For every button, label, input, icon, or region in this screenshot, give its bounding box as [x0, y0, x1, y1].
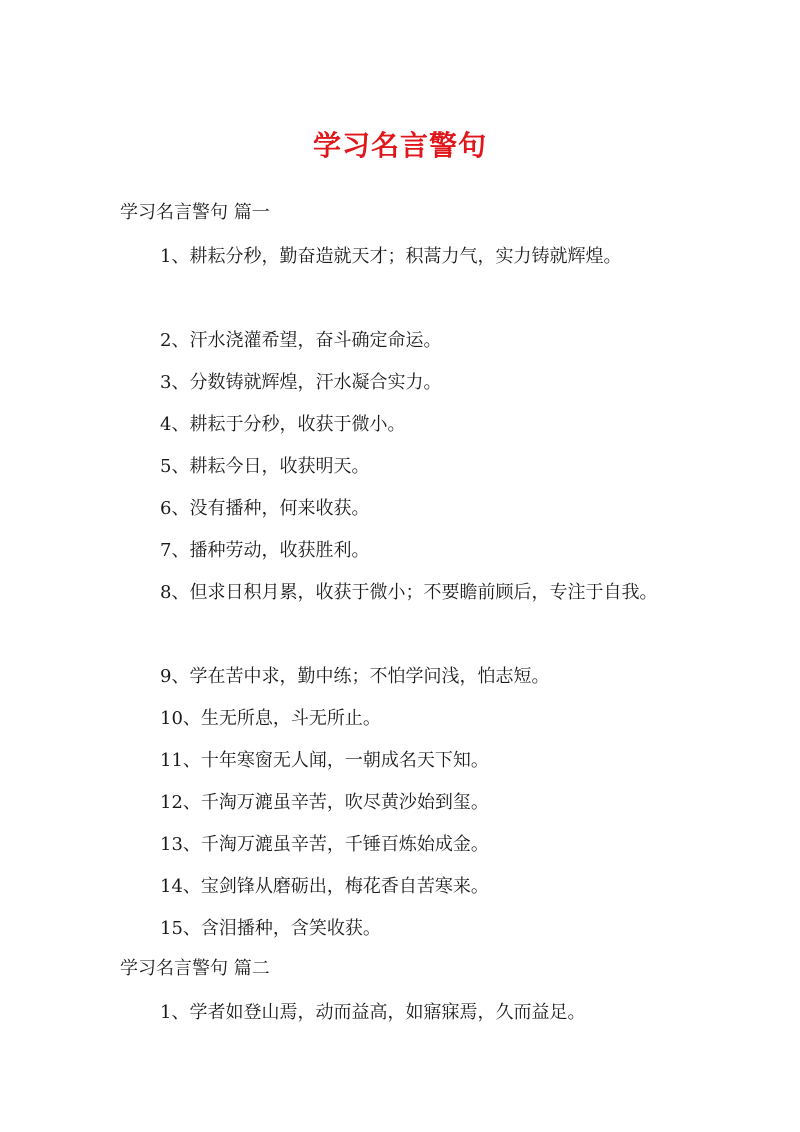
list-item: 1、学者如登山焉，动而益高，如寤寐焉，久而益足。	[160, 1002, 586, 1023]
list-item: 13、千淘万漉虽辛苦，千锤百炼始成金。	[160, 834, 489, 855]
section-heading: 学习名言警句 篇一	[120, 202, 270, 223]
list-item: 1、耕耘分秒，勤奋造就天才；积蒿力气，实力铸就辉煌。	[160, 246, 622, 267]
list-item: 10、生无所息，斗无所止。	[160, 708, 381, 729]
list-item: 7、播种劳动，收获胜利。	[160, 540, 370, 561]
list-item: 8、但求日积月累，收获于微小；不要瞻前顾后，专注于自我。	[160, 582, 658, 603]
document-title: 学习名言警句	[312, 129, 487, 162]
list-item: 12、千淘万漉虽辛苦，吹尽黄沙始到玺。	[160, 792, 489, 813]
list-item: 2、汗水浇灌希望，奋斗确定命运。	[160, 330, 442, 351]
list-item: 3、分数铸就辉煌，汗水凝合实力。	[160, 372, 442, 393]
list-item: 9、学在苦中求，勤中练；不怕学问浅，怕志短。	[160, 666, 550, 687]
list-item: 5、耕耘今日，收获明天。	[160, 456, 370, 477]
list-item: 6、没有播种，何来收获。	[160, 498, 370, 519]
section-heading: 学习名言警句 篇二	[120, 958, 270, 979]
list-item: 4、耕耘于分秒，收获于微小。	[160, 414, 406, 435]
list-item: 14、宝剑锋从磨砺出，梅花香自苦寒来。	[160, 876, 489, 897]
list-item: 11、十年寒窗无人闻，一朝成名天下知。	[160, 750, 489, 771]
list-item: 15、含泪播种，含笑收获。	[160, 918, 381, 939]
